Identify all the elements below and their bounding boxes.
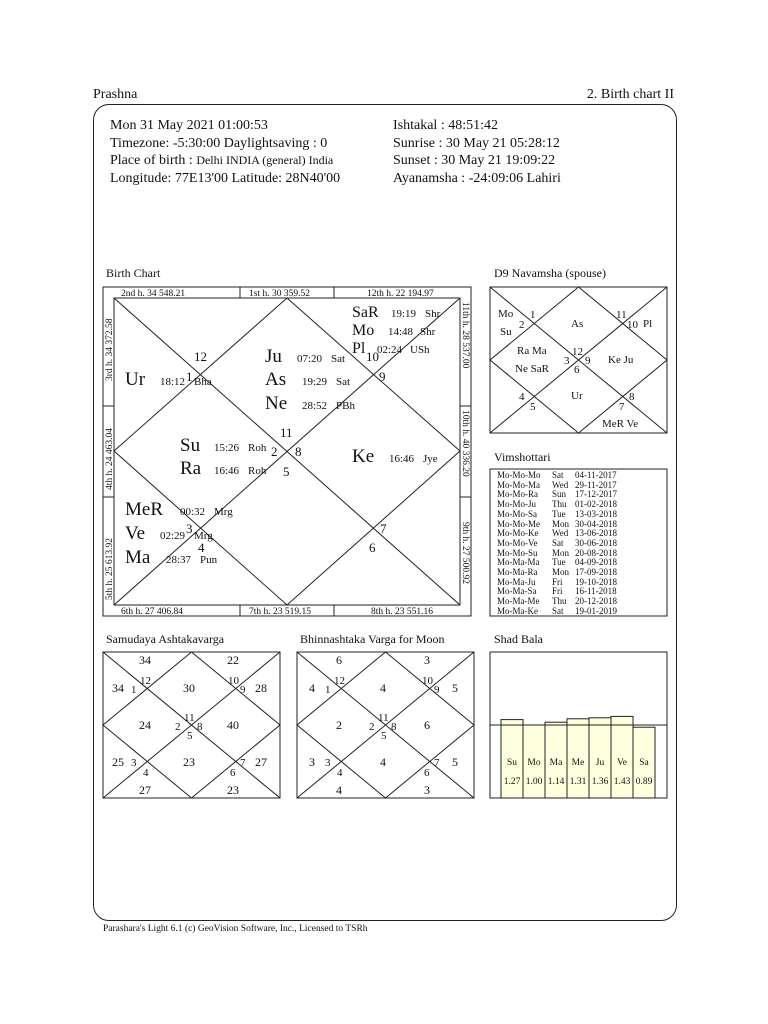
dasha-date: 30-06-2018	[575, 537, 617, 548]
planet-name: Pl	[352, 340, 366, 357]
shadbala-planet: Sa	[639, 758, 649, 768]
planet-name: MeR	[125, 499, 163, 520]
planet-nakshatra: Sat	[331, 353, 346, 365]
samudaya-sign: 7	[240, 757, 246, 769]
dasha-weekday: Mon	[552, 518, 570, 529]
sign-number: 12	[194, 349, 207, 364]
navamsha-planet: Su	[500, 326, 512, 338]
dasha-date: 13-06-2018	[575, 528, 617, 539]
shadbala-value: 0.89	[635, 777, 653, 787]
dasha-weekday: Sat	[552, 470, 564, 480]
samudaya-sign: 2	[175, 721, 181, 733]
dasha-weekday: Wed	[552, 528, 569, 539]
dasha-weekday: Tue	[552, 557, 566, 568]
dasha-period: Mo-Mo-Me	[497, 518, 540, 529]
planet-name: As	[265, 369, 287, 390]
sunset: Sunset : 30 May 21 19:09:22	[393, 153, 556, 168]
planet-name: Ur	[125, 369, 146, 390]
shadbala-planet: Ju	[595, 758, 605, 768]
bhinna-sign: 1	[325, 684, 331, 696]
sign-number: 3	[186, 521, 193, 536]
navamsha-sign: 5	[530, 401, 536, 413]
planet-name: Ke	[352, 446, 375, 467]
shadbala-planet: Ma	[549, 758, 563, 768]
samudaya-points: 40	[227, 718, 239, 732]
planet-degree: 18:12	[160, 376, 186, 388]
house-11-label: 11th h. 28 537.00	[460, 302, 470, 369]
footer: Parashara's Light 6.1 (c) GeoVision Software, Inc., Licensed to TSRh	[103, 924, 368, 934]
shadbala-planet: Su	[506, 758, 518, 768]
navamsha-planet: Ra Ma	[517, 345, 547, 357]
bhinna-sign: 8	[391, 721, 397, 733]
dasha-date: 13-03-2018	[575, 508, 617, 519]
planet-name: Ju	[265, 346, 282, 367]
planet-name: Ra	[180, 458, 202, 479]
dasha-weekday: Thu	[552, 596, 567, 607]
bhinna-points: 5	[452, 681, 458, 695]
navamsha-sign: 1	[530, 309, 536, 321]
planet-degree: 14:48	[388, 326, 414, 338]
ayanamsha: Ayanamsha : -24:09:06 Lahiri	[393, 170, 561, 186]
navamsha-sign: 2	[519, 319, 525, 331]
dasha-period: Mo-Mo-Sa	[497, 508, 537, 519]
shadbala-planet: Mo	[527, 758, 541, 768]
vimshottari-list	[497, 471, 617, 617]
vimshottari-title: Vimshottari	[494, 450, 551, 464]
navamsha-sign: 6	[574, 364, 580, 376]
shadbala-value: 1.43	[613, 777, 631, 787]
samudaya-points: 28	[255, 681, 267, 695]
house-7-label: 7th h. 23 519.15	[249, 607, 312, 617]
sign-number: 10	[366, 349, 379, 364]
navamsha-sign: 12	[572, 346, 583, 358]
samudaya-sign: 10	[228, 675, 239, 687]
date-time: Mon 31 May 2021 01:00:53	[110, 118, 268, 133]
navamsha-sign: 8	[629, 391, 635, 403]
bhinna-points: 2	[336, 718, 342, 732]
dasha-period: Mo-Ma-Ma	[497, 557, 540, 568]
navamsha-planet: Pl	[643, 318, 653, 330]
navamsha-planet: Mo	[498, 308, 514, 320]
bhinna-points: 3	[424, 653, 430, 667]
dasha-date: 20-08-2018	[575, 547, 617, 558]
sign-number: 9	[379, 369, 386, 384]
house-8-label: 8th h. 23 551.16	[371, 607, 434, 617]
dasha-period: Mo-Ma-Ra	[497, 567, 538, 578]
planet-degree: 00:32	[180, 506, 206, 518]
planet-nakshatra: Pun	[200, 554, 218, 566]
page-title: 2. Birth chart II	[586, 87, 674, 102]
dasha-date: 16-11-2018	[575, 586, 617, 597]
samudaya-points: 27	[139, 783, 151, 797]
planet-degree: 28:52	[302, 400, 328, 412]
dasha-period: Mo-Ma-Ke	[497, 605, 538, 616]
bhinna-points: 6	[424, 718, 430, 732]
samudaya-points: 34	[139, 653, 151, 667]
dasha-date: 17-09-2018	[575, 567, 617, 578]
planet-nakshatra: USh	[410, 344, 430, 356]
planet-nakshatra: Roh	[248, 442, 267, 454]
samudaya-sign: 8	[197, 721, 203, 733]
dasha-period: Mo-Mo-Ra	[497, 489, 538, 500]
planet-nakshatra: Mrg	[194, 530, 213, 542]
dasha-date: 04-11-2017	[575, 470, 617, 480]
navamsha-title: D9 Navamsha (spouse)	[494, 266, 606, 280]
planet-degree: 15:26	[214, 442, 240, 454]
dasha-period: Mo-Ma-Sa	[497, 586, 537, 597]
birth-chart-title: Birth Chart	[106, 266, 161, 280]
samudaya-sign: 9	[240, 684, 246, 696]
planet-nakshatra: Mrg	[214, 506, 233, 518]
planet-name: Ma	[125, 547, 151, 568]
navamsha-chart	[490, 287, 667, 433]
bhinna-sign: 2	[369, 721, 375, 733]
planet-nakshatra: Jye	[423, 453, 438, 465]
samudaya-sign: 6	[230, 767, 236, 779]
planet-nakshatra: Shr	[420, 326, 436, 338]
dasha-weekday: Thu	[552, 499, 567, 510]
samudaya-points: 25	[112, 755, 124, 769]
birth-place-label: Place of birth :	[110, 153, 197, 168]
dasha-date: 19-01-2019	[575, 605, 617, 616]
navamsha-planet: As	[571, 318, 584, 330]
shadbala-value: 1.36	[591, 777, 609, 787]
navamsha-planet: Ur	[571, 390, 583, 402]
bhinna-sign: 10	[422, 675, 433, 687]
shadbala-value: 1.27	[503, 777, 521, 787]
samudaya-sign: 1	[131, 684, 137, 696]
samudaya-title: Samudaya Ashtakavarga	[106, 632, 225, 646]
shadbala-planet: Me	[571, 758, 585, 768]
bhinna-sign: 4	[337, 767, 343, 779]
dasha-period: Mo-Mo-Ke	[497, 528, 539, 539]
planet-nakshatra: PBh	[336, 400, 355, 412]
dasha-period: Mo-Mo-Su	[497, 547, 538, 558]
dasha-period: Mo-Mo-Ve	[497, 537, 538, 548]
house-5-label: 5th h. 25 613.92	[105, 537, 115, 600]
planet-degree: 19:29	[302, 376, 328, 388]
dasha-weekday: Mon	[552, 547, 570, 558]
bhinna-sign: 12	[334, 675, 345, 687]
planet-degree: 19:19	[391, 308, 417, 320]
bhinna-title: Bhinnashtaka Varga for Moon	[300, 632, 445, 646]
bhinna-sign: 6	[424, 767, 430, 779]
bhinna-points: 5	[452, 755, 458, 769]
dasha-date: 29-11-2017	[575, 479, 617, 490]
sign-number: 5	[283, 464, 290, 479]
birth-place: Delhi INDIA (general) India	[196, 153, 334, 167]
dasha-weekday: Fri	[552, 586, 563, 597]
dasha-date: 04-09-2018	[575, 557, 617, 568]
house-10-label: 10th h. 40 336.20	[460, 410, 470, 477]
planet-nakshatra: Sat	[336, 376, 351, 388]
samudaya-points: 23	[183, 755, 195, 769]
dasha-period: Mo-Ma-Ju	[497, 576, 536, 587]
navamsha-sign: 10	[627, 319, 638, 331]
bhinna-sign: 7	[434, 757, 440, 769]
sign-number: 4	[198, 540, 205, 555]
page-section-title: Prashna	[93, 87, 138, 102]
bhinna-points: 3	[424, 783, 430, 797]
timezone: Timezone: -5:30:00 Daylightsaving : 0	[110, 135, 328, 151]
dasha-weekday: Sun	[552, 489, 567, 500]
sign-number: 8	[295, 444, 302, 459]
sign-number: 1	[186, 369, 193, 384]
bhinna-sign: 9	[434, 684, 440, 696]
dasha-date: 19-10-2018	[575, 576, 617, 587]
dasha-date: 01-02-2018	[575, 499, 617, 510]
planet-nakshatra: Bha	[194, 376, 212, 388]
samudaya-points: 34	[112, 681, 124, 695]
shadbala-value: 1.31	[569, 777, 587, 787]
dasha-date: 30-04-2018	[575, 518, 617, 529]
house-2-label: 2nd h. 34 548.21	[121, 289, 186, 299]
samudaya-sign: 12	[140, 675, 151, 687]
house-1-label: 1st h. 30 359.52	[249, 289, 310, 299]
dasha-period: Mo-Mo-Mo	[497, 470, 541, 480]
bhinna-points: 3	[309, 755, 315, 769]
vimshottari-row	[497, 607, 617, 617]
dasha-period: Mo-Mo-Ma	[497, 479, 540, 490]
house-4-label: 4th h. 24 463.04	[105, 427, 115, 490]
dasha-date: 20-12-2018	[575, 596, 617, 607]
navamsha-planet: Ke Ju	[608, 354, 634, 366]
planet-degree: 02:29	[160, 530, 186, 542]
dasha-weekday: Sat	[552, 537, 564, 548]
dasha-period: Mo-Mo-Ju	[497, 499, 537, 510]
dasha-weekday: Fri	[552, 576, 563, 587]
planet-nakshatra: Roh	[248, 465, 267, 477]
bhinna-points: 4	[336, 783, 342, 797]
planet-degree: 16:46	[214, 465, 240, 477]
planet-name: Ve	[125, 523, 146, 544]
bhinna-points: 6	[336, 653, 342, 667]
samudaya-chart	[103, 652, 280, 798]
samudaya-sign: 5	[187, 730, 193, 742]
shadbala-planet: Ve	[616, 758, 628, 768]
dasha-weekday: Tue	[552, 508, 566, 519]
samudaya-points: 24	[139, 718, 151, 732]
samudaya-sign: 3	[131, 757, 137, 769]
planet-degree: 07:20	[297, 353, 323, 365]
sign-number: 7	[380, 521, 387, 536]
planet-degree: 02:24	[377, 344, 403, 356]
planet-degree: 28:37	[166, 554, 192, 566]
bhinna-sign: 3	[325, 757, 331, 769]
samudaya-sign: 11	[184, 712, 195, 724]
planet-name: SaR	[352, 304, 379, 321]
house-6-label: 6th h. 27 406.84	[121, 607, 184, 617]
dasha-weekday: Wed	[552, 479, 569, 490]
dasha-date: 17-12-2017	[575, 489, 617, 500]
bhinna-points: 4	[380, 755, 386, 769]
samudaya-points: 30	[183, 681, 195, 695]
house-9-label: 9th h. 27 500.92	[460, 522, 470, 585]
planet-nakshatra: Shr	[425, 308, 441, 320]
navamsha-sign: 4	[519, 391, 525, 403]
sign-number: 2	[271, 444, 278, 459]
dasha-period: Mo-Ma-Me	[497, 596, 540, 607]
house-12-label: 12th h. 22 194.97	[367, 289, 434, 299]
shadbala-value: 1.14	[547, 777, 565, 787]
bhinna-sign: 11	[378, 712, 389, 724]
samudaya-points: 23	[227, 783, 239, 797]
navamsha-sign: 7	[619, 401, 625, 413]
shadbala-chart	[490, 652, 667, 798]
bhinna-sign: 5	[381, 730, 387, 742]
dasha-weekday: Sat	[552, 605, 564, 616]
planet-name: Mo	[352, 322, 375, 339]
shadbala-title: Shad Bala	[494, 632, 543, 646]
bhinna-points: 4	[380, 681, 386, 695]
bhinna-chart	[297, 652, 474, 798]
navamsha-planet: MeR Ve	[602, 418, 639, 430]
sign-number: 6	[369, 540, 376, 555]
bhinna-points: 4	[309, 681, 315, 695]
ishtakal: Ishtakal : 48:51:42	[393, 118, 498, 133]
sign-number: 11	[280, 425, 293, 440]
planet-name: Ne	[265, 393, 288, 414]
dasha-weekday: Mon	[552, 567, 570, 578]
samudaya-points: 27	[255, 755, 267, 769]
coordinates: Longitude: 77E13'00 Latitude: 28N40'00	[110, 170, 341, 186]
house-3-label: 3rd h. 34 372.58	[105, 318, 115, 381]
navamsha-sign: 9	[585, 355, 591, 367]
samudaya-sign: 4	[143, 767, 149, 779]
samudaya-points: 22	[227, 653, 239, 667]
sunrise: Sunrise : 30 May 21 05:28:12	[393, 135, 560, 151]
navamsha-sign: 3	[564, 355, 570, 367]
navamsha-planet: Ne SaR	[515, 363, 549, 375]
planet-name: Su	[180, 435, 201, 456]
shadbala-value: 1.00	[525, 777, 543, 787]
navamsha-sign: 11	[616, 309, 627, 321]
planet-degree: 16:46	[389, 453, 415, 465]
